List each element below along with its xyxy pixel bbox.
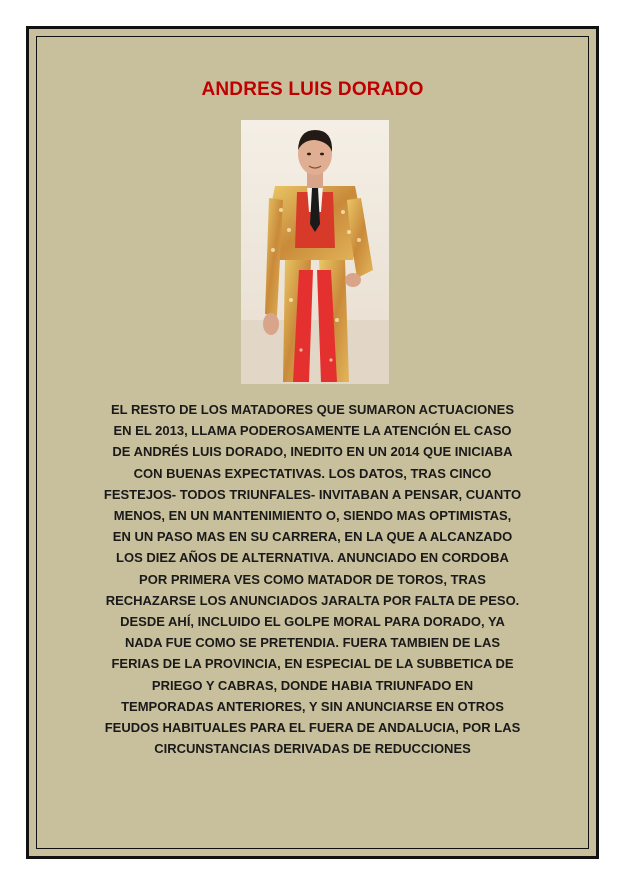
article-paragraph — [69, 399, 556, 759]
paragraph-line: PRIEGO Y CABRAS, DONDE HABIA TRIUNFADO EN — [151, 677, 474, 693]
paragraph-line: DE ANDRÉS LUIS DORADO, INEDITO EN UN 2014 QUE INICIABA — [112, 444, 513, 460]
paragraph-line: EL RESTO DE LOS MATADORES QUE SUMARON ACTUACIONES — [110, 402, 515, 417]
paragraph-line: POR PRIMERA VES COMO MATADOR DE TOROS, TRAS — [139, 571, 486, 587]
paragraph-line: TEMPORADAS ANTERIORES, Y SIN ANUNCIARSE EN OTROS — [121, 698, 504, 714]
matador-portrait-icon — [241, 120, 389, 384]
paragraph-line: FERIAS DE LA PROVINCIA, EN ESPECIAL DE LA SUBBETICA DE — [111, 656, 514, 672]
paragraph-line: FEUDOS HABITUALES PARA EL FUERA DE ANDALUCIA, POR LAS — [104, 720, 521, 736]
paragraph-line: MENOS, EN UN MANTENIMIENTO O, SIENDO MAS OPTIMISTAS, — [113, 508, 512, 524]
paragraph-line: CIRCUNSTANCIAS DERIVADAS DE REDUCCIONES — [154, 741, 471, 757]
paragraph-line: EN UN PASO MAS EN SU CARRERA, EN LA QUE A ALCANZADO — [112, 529, 513, 545]
paragraph-line: RECHAZARSE LOS ANUNCIADOS JARALTA POR FALTA DE PESO. — [105, 592, 520, 608]
paragraph-line: LOS DIEZ AÑOS DE ALTERNATIVA. ANUNCIADO EN CORDOBA — [116, 550, 509, 566]
paragraph-line: NADA FUE COMO SE PRETENDIA. FUERA TAMBIEN DE LAS — [124, 635, 501, 651]
paragraph-line: DESDE AHÍ, INCLUIDO EL GOLPE MORAL PARA DORADO, YA — [120, 614, 505, 630]
paragraph-line: EN EL 2013, LLAMA PODEROSAMENTE LA ATENCIÓN EL CASO — [113, 423, 512, 439]
paragraph-line: CON BUENAS EXPECTATIVAS. LOS DATOS, TRAS CINCO — [133, 465, 492, 481]
paragraph-line: FESTEJOS- TODOS TRIUNFALES- INVITABAN A PENSAR, CUANTO — [103, 486, 522, 502]
page-title: ANDRES LUIS DORADO — [201, 79, 424, 100]
page-border — [26, 26, 599, 859]
